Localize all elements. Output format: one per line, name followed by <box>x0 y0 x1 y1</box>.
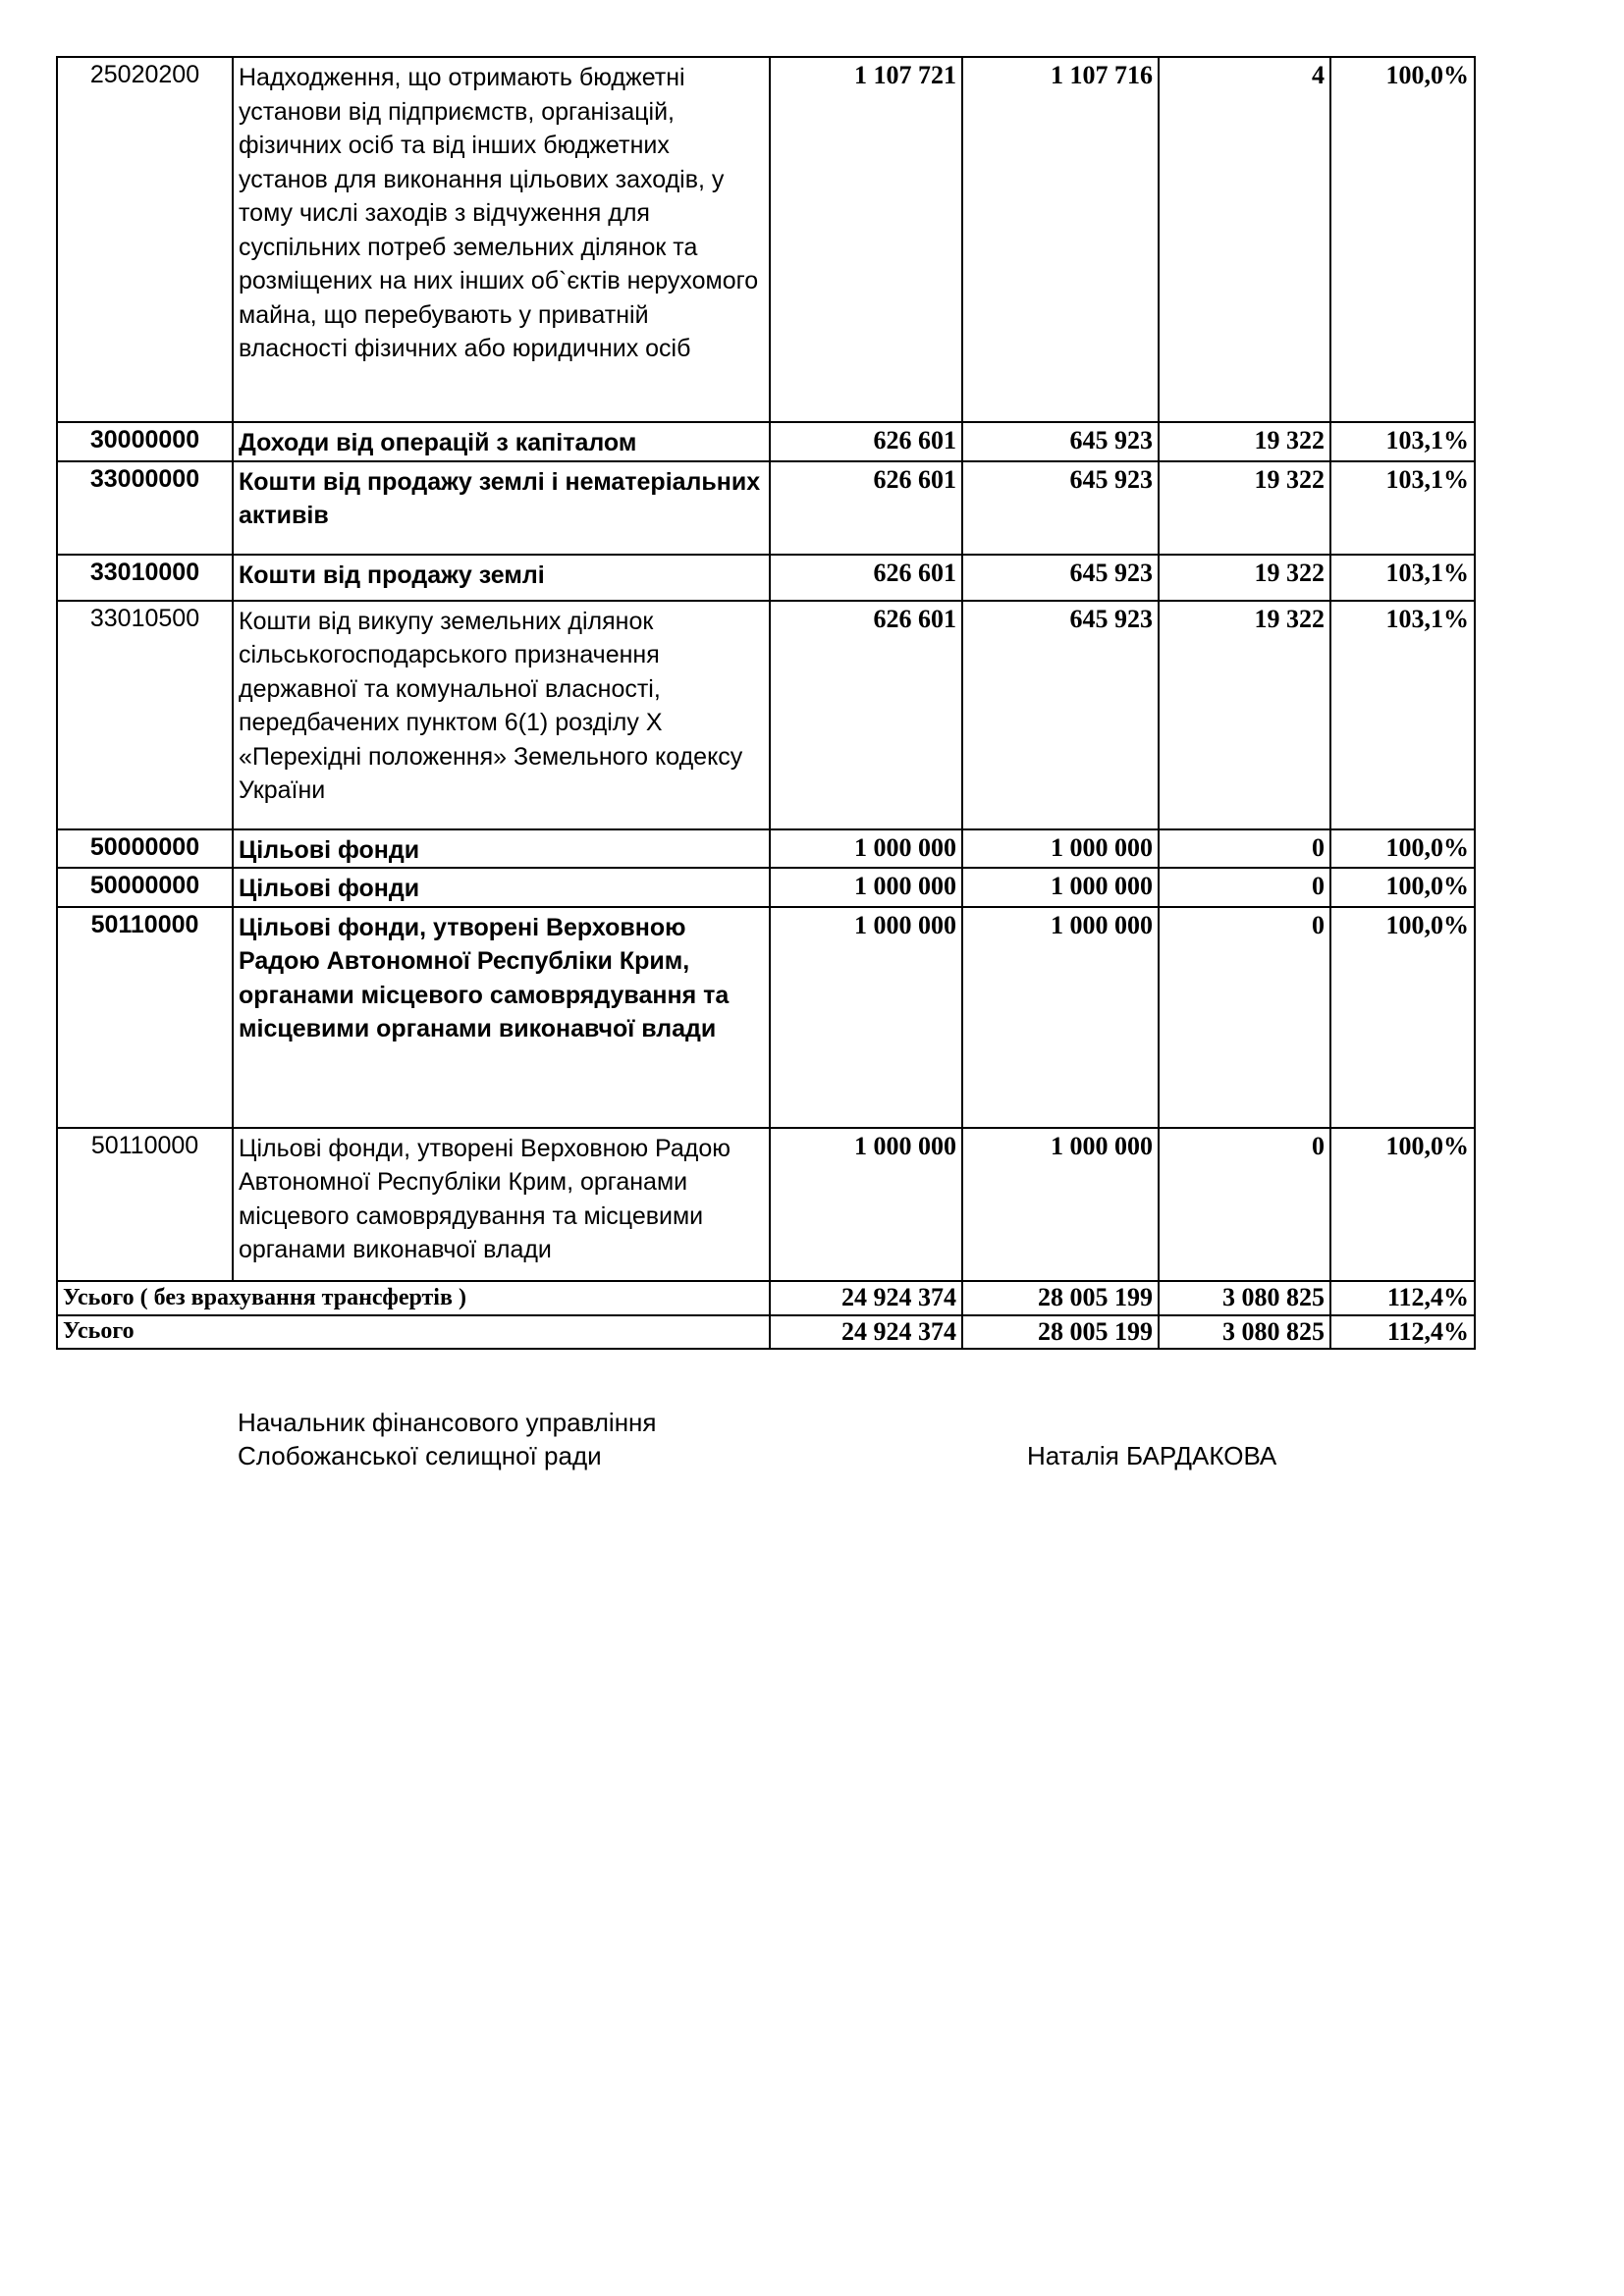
total-plan: 24 924 374 <box>770 1281 962 1315</box>
row-name: Кошти від продажу землі <box>233 555 770 601</box>
row-name: Надходження, що отримають бюджетні установи від підприємств, організацій, фізичних осіб та від інших бюджетних установ для виконання цільових заходів, у тому числі заходів з відчуження для суспільних потреб земельних ділянок та розміщених на них інших об`єктів нерухомого майна, що перебувають у приватній власності фізичних або юридичних осіб <box>233 57 770 422</box>
row-percent: 100,0% <box>1330 868 1475 907</box>
total-diff: 3 080 825 <box>1159 1281 1330 1315</box>
table-row <box>57 868 1475 907</box>
row-percent: 103,1% <box>1330 461 1475 555</box>
row-diff: 19 322 <box>1159 422 1330 461</box>
row-name: Доходи від операцій з капіталом <box>233 422 770 461</box>
total-label: Усього ( без врахування трансфертів ) <box>57 1281 770 1315</box>
total-diff: 3 080 825 <box>1159 1315 1330 1349</box>
row-percent: 103,1% <box>1330 422 1475 461</box>
row-actual: 645 923 <box>962 461 1159 555</box>
row-actual: 1 107 716 <box>962 57 1159 422</box>
row-code: 33000000 <box>57 461 233 555</box>
row-diff: 0 <box>1159 1128 1330 1281</box>
row-plan: 626 601 <box>770 422 962 461</box>
row-code: 50000000 <box>57 829 233 869</box>
total-row <box>57 1281 1475 1315</box>
signature-position-line1: Начальник фінансового управління <box>238 1408 657 1437</box>
row-name: Кошти від викупу земельних ділянок сільськогосподарського призначення державної та комунальної власності, передбачених пунктом 6(1) розділу Х «Перехідні положення» Земельного кодексу України <box>233 601 770 829</box>
row-name: Цільові фонди, утворені Верховною Радою Автономної Республіки Крим, органами місцевого самоврядування та місцевими органами виконавчої влади <box>233 1128 770 1281</box>
row-name: Кошти від продажу землі і нематеріальних активів <box>233 461 770 555</box>
row-code: 30000000 <box>57 422 233 461</box>
row-plan: 1 000 000 <box>770 907 962 1128</box>
table-row <box>57 601 1475 829</box>
row-percent: 103,1% <box>1330 555 1475 601</box>
total-actual: 28 005 199 <box>962 1281 1159 1315</box>
row-plan: 1 000 000 <box>770 1128 962 1281</box>
total-label: Усього <box>57 1315 770 1349</box>
row-plan: 626 601 <box>770 555 962 601</box>
table-row <box>57 907 1475 1128</box>
total-row <box>57 1315 1475 1349</box>
row-name: Цільові фонди, утворені Верховною Радою Автономної Республіки Крим, органами місцевого самоврядування та місцевими органами виконавчої влади <box>233 907 770 1128</box>
row-plan: 626 601 <box>770 601 962 829</box>
table-row <box>57 555 1475 601</box>
row-actual: 645 923 <box>962 555 1159 601</box>
row-actual: 1 000 000 <box>962 868 1159 907</box>
signature-position <box>238 1406 657 1472</box>
row-percent: 100,0% <box>1330 57 1475 422</box>
row-percent: 103,1% <box>1330 601 1475 829</box>
row-code: 50110000 <box>57 907 233 1128</box>
total-plan: 24 924 374 <box>770 1315 962 1349</box>
row-diff: 19 322 <box>1159 601 1330 829</box>
row-name: Цільові фонди <box>233 868 770 907</box>
row-code: 50110000 <box>57 1128 233 1281</box>
table-row <box>57 829 1475 869</box>
table-row <box>57 1128 1475 1281</box>
row-diff: 0 <box>1159 907 1330 1128</box>
row-diff: 0 <box>1159 829 1330 869</box>
row-code: 33010000 <box>57 555 233 601</box>
row-actual: 645 923 <box>962 422 1159 461</box>
row-code: 33010500 <box>57 601 233 829</box>
table-row <box>57 422 1475 461</box>
row-diff: 0 <box>1159 868 1330 907</box>
row-actual: 645 923 <box>962 601 1159 829</box>
row-actual: 1 000 000 <box>962 829 1159 869</box>
signature-position-line2: Слобожанської селищної ради <box>238 1441 602 1470</box>
table-row <box>57 461 1475 555</box>
row-actual: 1 000 000 <box>962 907 1159 1128</box>
table-row <box>57 57 1475 422</box>
signature-name: Наталія БАРДАКОВА <box>1027 1441 1277 1470</box>
row-diff: 19 322 <box>1159 555 1330 601</box>
row-diff: 19 322 <box>1159 461 1330 555</box>
row-actual: 1 000 000 <box>962 1128 1159 1281</box>
row-percent: 100,0% <box>1330 907 1475 1128</box>
row-diff: 4 <box>1159 57 1330 422</box>
total-actual: 28 005 199 <box>962 1315 1159 1349</box>
row-code: 25020200 <box>57 57 233 422</box>
row-plan: 1 107 721 <box>770 57 962 422</box>
row-plan: 1 000 000 <box>770 829 962 869</box>
revenue-table <box>56 56 1476 1350</box>
row-plan: 626 601 <box>770 461 962 555</box>
total-percent: 112,4% <box>1330 1315 1475 1349</box>
row-plan: 1 000 000 <box>770 868 962 907</box>
total-percent: 112,4% <box>1330 1281 1475 1315</box>
row-percent: 100,0% <box>1330 829 1475 869</box>
row-percent: 100,0% <box>1330 1128 1475 1281</box>
row-code: 50000000 <box>57 868 233 907</box>
row-name: Цільові фонди <box>233 829 770 869</box>
